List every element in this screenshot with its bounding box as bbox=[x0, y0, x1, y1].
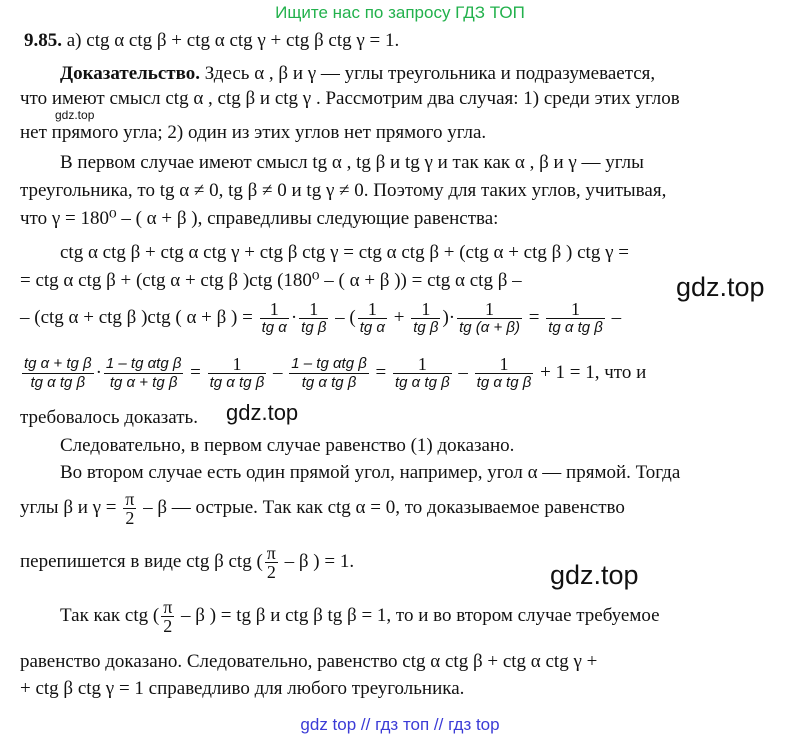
fraction: $\frac{1}{\text{tg α tg β}}$ bbox=[209, 354, 265, 391]
fraction: $\frac{1}{\text{tg α tg β}}$ bbox=[476, 354, 532, 391]
proof-final-line-2: + ctg β ctg γ = 1 справедливо для любого треугольника. bbox=[20, 678, 465, 699]
fraction: $\frac{\pi}{2}$ bbox=[266, 543, 276, 582]
footer-banner: gdz top // гдз топ // гдз top bbox=[300, 715, 500, 734]
proof-line-5: треугольника, то tg α ≠ 0, tg β ≠ 0 и tg γ ≠ 0. Поэтому для таких углов, учитывая, bbox=[20, 180, 667, 201]
problem-number: 9.85. bbox=[24, 30, 62, 51]
fraction: $\frac{\text{tg α + tg β}}{\text{tg α tg β}}$ bbox=[24, 355, 92, 391]
proof-required-line: требовалось доказать. bbox=[20, 407, 198, 428]
fraction: $\frac{\text{1 – tg αtg β}}{\text{tg α + tg β}}$ bbox=[105, 355, 182, 391]
problem-equation: а) ctg α ctg β + ctg α ctg γ + ctg β ctg γ = 1. bbox=[62, 30, 400, 51]
watermark-small: gdz.top bbox=[55, 108, 95, 122]
watermark-big-1: gdz.top bbox=[676, 272, 765, 302]
proof-final-line-1: равенство доказано. Следовательно, равенство ctg α ctg β + ctg α ctg γ + bbox=[20, 651, 598, 672]
proof-rewrite-line: перепишется в виде ctg β ctg ( $\frac{\pi}{2}$ – β ) = 1. bbox=[20, 543, 355, 582]
proof-line-1 bbox=[60, 62, 655, 86]
fraction: $\frac{1}{\text{tg α tg β}}$ bbox=[548, 299, 603, 336]
fraction: $\frac{1}{\text{tg α}}$ bbox=[359, 299, 385, 336]
fraction: $\frac{\pi}{2}$ bbox=[125, 489, 135, 528]
fraction: $\frac{1}{\text{tg β}}$ bbox=[413, 299, 439, 336]
header-banner: Ищите нас по запросу ГДЗ ТОП bbox=[275, 3, 525, 22]
fraction: $\frac{\pi}{2}$ bbox=[163, 597, 173, 636]
equation-line-2: $\frac{\text{tg α + tg β}}{\text{tg α tg β}}$ · $\frac{\text{1 – tg αtg β}}{\text{tg α + tg β}}$ = $\frac{1}{\text{tg α tg β}}$ – $\frac{\text{1 – tg αtg β}}{\text{tg α tg β}}$ = $\frac{1}{\text{tg α tg β}}$ – $\frac{1}{\text{tg α tg β}}$ + 1 = 1, что и bbox=[24, 354, 647, 391]
proof-line-1-text: Здесь α , β и γ — углы треугольника и подразумевается, bbox=[200, 63, 656, 84]
proof-since-line: Так как ctg ( $\frac{\pi}{2}$ – β ) = tg β и ctg β tg β = 1, то и во втором случае требуемое bbox=[60, 597, 660, 636]
watermark-big-2: gdz.top bbox=[226, 400, 299, 425]
proof-conclusion-1: Следовательно, в первом случае равенство (1) доказано. bbox=[60, 435, 515, 456]
proof-line-3: нет прямого угла; 2) один из этих углов нет прямого угла. bbox=[20, 122, 487, 143]
watermark-big-3: gdz.top bbox=[550, 560, 639, 590]
fraction: $\frac{1}{tg (\alpha + \beta)}$ bbox=[459, 299, 520, 336]
fraction: $\frac{1}{\text{tg α}}$ bbox=[261, 299, 287, 336]
proof-angles-line: углы β и γ = $\frac{\pi}{2}$ – β — острые. Так как ctg α = 0, то доказываемое равенство bbox=[20, 489, 625, 528]
proof-line-6: что γ = 180⁰ – ( α + β ), справедливы следующие равенства: bbox=[20, 208, 499, 229]
proof-line-4: В первом случае имеют смысл tg α , tg β и tg γ и так как α , β и γ — углы bbox=[60, 152, 644, 173]
proof-line-7: ctg α ctg β + ctg α ctg γ + ctg β ctg γ = ctg α ctg β + (ctg α + ctg β ) ctg γ = bbox=[60, 242, 629, 263]
equation-line-1: – (ctg α + ctg β )ctg ( α + β ) = $\frac{1}{\text{tg α}}$ · $\frac{1}{\text{tg β}}$ – ( $\frac{1}{\text{tg α}}$ + $\frac{1}{\text{tg β}}$ )· $\frac{1}{tg (\alpha + \beta)}$ = $\frac{1}{\text{tg α tg β}}$ – bbox=[20, 299, 622, 336]
fraction: $\frac{\text{1 – tg αtg β}}{\text{tg α tg β}}$ bbox=[291, 355, 367, 391]
proof-label: Доказательство. bbox=[60, 63, 200, 84]
fraction: $\frac{1}{\text{tg α tg β}}$ bbox=[395, 354, 450, 391]
proof-line-2: что имеют смысл ctg α , ctg β и ctg γ . Рассмотрим два случая: 1) среди этих углов bbox=[20, 88, 680, 109]
problem-statement bbox=[24, 29, 399, 53]
eq1-prefix: – (ctg α + ctg β )ctg ( α + β ) = bbox=[20, 306, 258, 328]
proof-line-8: = ctg α ctg β + (ctg α + ctg β )ctg (180⁰ – ( α + β )) = ctg α ctg β – bbox=[20, 270, 522, 291]
fraction: $\frac{1}{\text{tg β}}$ bbox=[301, 299, 327, 336]
proof-case2-line: Во втором случае есть один прямой угол, например, угол α — прямой. Тогда bbox=[60, 462, 681, 483]
